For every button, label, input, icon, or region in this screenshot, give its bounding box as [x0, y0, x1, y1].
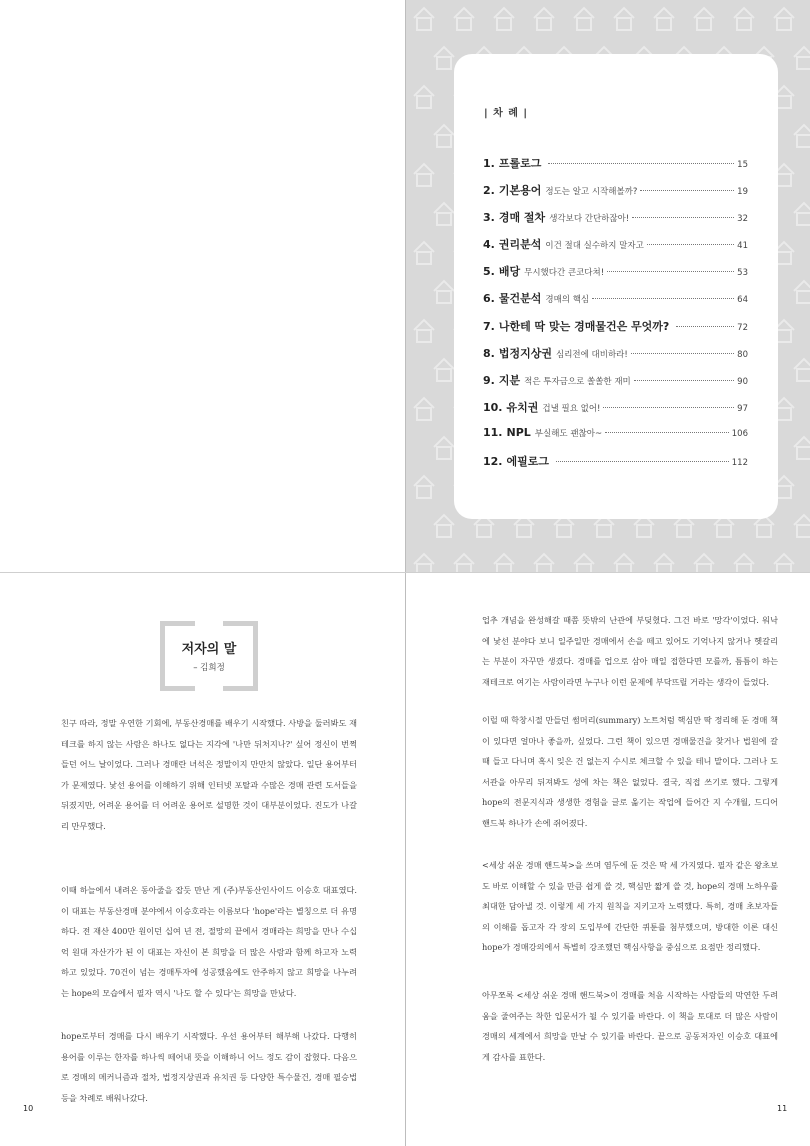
toc-entry-title: 권리분석 — [498, 238, 542, 252]
toc-entry — [483, 155, 748, 182]
toc-entry-title: 물건분석 — [498, 292, 542, 306]
toc-entry — [483, 426, 748, 453]
toc-entry-title: NPL — [506, 425, 531, 439]
toc-entry-number: 3. — [483, 211, 495, 225]
right-paragraph-3: <세상 쉬운 경매 핸드북>을 쓰며 염두에 둔 것은 딱 세 가지였다. 필자 같은 왕초보도 바로 이해할 수 있을 만큼 쉽게 쓸 것, 핵심만 짧게 쓸 것, hope의 경매 노하우를 최대한 담아낼 것. 이렇게 세 가지 원칙을 지키고자 노력했다. 특히, 경매 초보자들의 이해를 돕고자 각 장의 도입부에 간단한 퀴툰를 첨부했으며, 방대한 이론 대신 hope가 경매강의에서 특별히 강조했던 핵심사항을 중심으로 요점만 정리했다. — [482, 860, 778, 953]
toc-entry-page: 72 — [737, 322, 748, 333]
toc-entry-number: 8. — [483, 346, 495, 360]
toc-entry-number: 6. — [483, 292, 495, 306]
toc-entry — [483, 290, 748, 317]
toc-entry-number: 7. — [483, 319, 495, 333]
page-number-right: 11 — [777, 1104, 788, 1113]
spread-divider-horizontal — [0, 572, 810, 573]
left-paragraph-1: 친구 따라, 정말 우연한 기회에, 부동산경매를 배우기 시작했다. 사방을 둘러봐도 재테크를 하지 않는 사람은 하나도 없다는 지각에 '나만 뒤처지나?' 싶어 정신이 번쩍 들던 어느 날이었다. 그러나 경매란 녀석은 정말이지 만만치 않았다. 일단 용어부터가 문제였다. 낯선 용어를 이해하기 위해 인터넷 포탈과 수많은 경매 관련 도서들을 뒤졌지만, 어려운 용어를 더 어려운 용어로 설명한 것이 대부분이었다. 진도가 나갈리 만무했다. — [61, 718, 357, 831]
toc-entry-page: 32 — [737, 214, 748, 225]
toc-leader-dots — [647, 244, 734, 245]
toc-entry — [483, 318, 748, 345]
toc-entry-title: 프롤로그 — [498, 157, 542, 170]
toc-leader-dots — [556, 461, 729, 462]
toc-entry-page: 15 — [737, 160, 748, 170]
toc-leader-dots — [640, 190, 734, 191]
toc-title: | 차 례 | — [484, 108, 529, 119]
toc-leader-dots — [607, 271, 734, 272]
right-paragraph-4: 아무쪼록 <세상 쉬운 경매 핸드북>이 경매를 처음 시작하는 사람들의 막연한 두려움을 줄여주는 착한 입문서가 될 수 있기를 바란다. 이 책을 토대로 더 많은 사람이 경매의 세계에서 희망을 만날 수 있기를 바란다. 끝으로 공동저자인 이승호 대표에게 감사를 표한다. — [482, 990, 778, 1062]
toc-entry-page: 90 — [737, 376, 748, 387]
toc-entry-subtitle: 이건 절대 실수하지 말자고 — [545, 241, 644, 252]
toc-leader-dots — [631, 353, 734, 354]
toc-entry-subtitle: 생각보다 간단하잖아! — [549, 214, 630, 225]
toc-leader-dots — [634, 380, 734, 381]
toc-entry-page: 97 — [737, 403, 748, 414]
toc-entry-subtitle: 부실해도 괜찮아~ — [534, 428, 603, 439]
toc-entry — [483, 236, 748, 263]
toc-entry-subtitle: 겁낼 필요 없어! — [542, 403, 601, 414]
page-number-left: 10 — [23, 1104, 34, 1113]
toc-entry — [483, 399, 748, 426]
toc-leader-dots — [676, 326, 734, 327]
left-paragraph-3: hope로부터 경매를 다시 배우기 시작했다. 우선 용어부터 해부해 나갔다. 다행히 용어를 이루는 한자를 하나씩 떼어내 뜻을 이해하니 어느 정도 감이 잡혔다. 다음으로 경매의 메커니즘과 절차, 법정지상권과 유치권 등 다양한 특수물건, 경매 필승법 등을 차례로 배워나갔다. — [61, 1031, 357, 1103]
toc-entry-subtitle: 심리전에 대비하라! — [555, 349, 628, 360]
toc-entry-number: 5. — [483, 265, 495, 279]
toc-entry-number: 2. — [483, 184, 495, 198]
toc-entry-title: 경매 절차 — [498, 211, 546, 225]
toc-entry-subtitle: 무시했다간 큰코다쳐! — [524, 268, 605, 279]
toc-entry-number: 9. — [483, 373, 495, 387]
toc-entry — [483, 209, 748, 236]
toc-list — [483, 155, 748, 480]
toc-leader-dots — [605, 432, 729, 433]
toc-entry-subtitle: 경매의 핵심 — [545, 295, 590, 306]
toc-entry-number: 11. — [483, 425, 503, 439]
right-paragraph-1: 업추 개념을 완성해갈 때쯤 뜻밖의 난관에 부딪혔다. 그건 바로 '망각'이었다. 워낙에 낯선 분야다 보니 일주일만 경매에서 손을 떼고 있어도 기억나지 않거나 헷갈리는 부분이 자꾸만 생겼다. 경매를 업으로 삼아 매일 접한다면 모를까, 틈틈이 하는 재테크로 여기는 사람이라면 누구나 이런 문제에 부닥뜨릴 거라는 생각이 들었다. — [482, 615, 778, 687]
toc-entry-number: 4. — [483, 238, 495, 252]
toc-entry — [483, 263, 748, 290]
toc-entry-number: 12. — [483, 455, 503, 469]
toc-entry-title: 유치권 — [506, 400, 539, 414]
toc-leader-dots — [592, 298, 734, 299]
left-paragraph-2: 이때 하늘에서 내려온 동아줄을 잡듯 만난 게 (주)부동산인사이드 이승호 대표였다. 이 대표는 부동산경매 분야에서 이승호라는 이름보다 'hope'라는 별칭으로 더 유명하다. 전 재산 400만 원이던 십여 년 전, 절망의 끝에서 경매라는 희망을 만나 수십억 원대 자산가가 된 이 대표는 자신이 본 희망을 더 많은 사람과 함께 하고자 노력하고 있었다. 70건이 넘는 경매투자에 성공했음에도 안주하지 않고 희망을 나누려는 hope의 모습에서 필자 역시 '나도 할 수 있다'는 희망을 만났다. — [61, 885, 357, 998]
toc-entry-page: 64 — [737, 295, 748, 306]
toc-entry-subtitle: 정도는 알고 시작해볼까? — [545, 187, 638, 198]
toc-entry-page: 106 — [731, 428, 748, 439]
toc-entry-subtitle: 적은 투자금으로 쏠쏠한 재미 — [524, 376, 631, 387]
toc-entry-number: 1. — [483, 157, 495, 170]
toc-leader-dots — [632, 217, 734, 218]
toc-entry — [483, 453, 748, 480]
toc-entry-title: 나한테 딱 맞는 경매물건은 무엇까? — [498, 319, 670, 333]
toc-entry — [483, 372, 748, 399]
right-paragraph-2: 이럴 때 학창시절 만들던 썸머리(summary) 노트처럼 핵심만 딱 정리해 둔 경매 책이 있다면 얼마나 좋을까, 싶었다. 그런 책이 있으면 경매물건을 찾거나 법원에 갈 때 들고 다니며 혹시 잊은 건 없는지 수시로 체크할 수 있을 테니 말이다. 그러나 도서관을 아무리 뒤져봐도 성에 차는 책은 없었다. 결국, 직접 쓰기로 했다. 그렇게 hope의 전문지식과 생생한 경험을 글로 옮기는 작업에 들어간 지 수개월, 드디어 핸드북 하나가 손에 쥐어졌다. — [482, 715, 778, 828]
toc-entry-title: 에필로그 — [506, 455, 550, 469]
toc-entry-title: 법정지상권 — [498, 346, 552, 360]
author-byline: – 김희정 — [193, 663, 225, 673]
toc-entry-page: 19 — [737, 187, 748, 198]
toc-entry — [483, 182, 748, 209]
toc-entry-page: 112 — [731, 458, 748, 469]
toc-entry-number: 10. — [483, 400, 503, 414]
toc-entry-page: 41 — [737, 241, 748, 252]
author-section-title: 저자의 말 — [181, 642, 237, 657]
toc-entry-title: 지분 — [498, 373, 521, 387]
toc-entry-title: 배당 — [498, 265, 521, 279]
toc-entry-page: 53 — [737, 268, 748, 279]
toc-entry-page: 80 — [737, 349, 748, 360]
toc-leader-dots — [548, 163, 734, 164]
toc-entry-title: 기본용어 — [498, 184, 542, 198]
toc-entry — [483, 345, 748, 372]
toc-leader-dots — [603, 407, 734, 408]
